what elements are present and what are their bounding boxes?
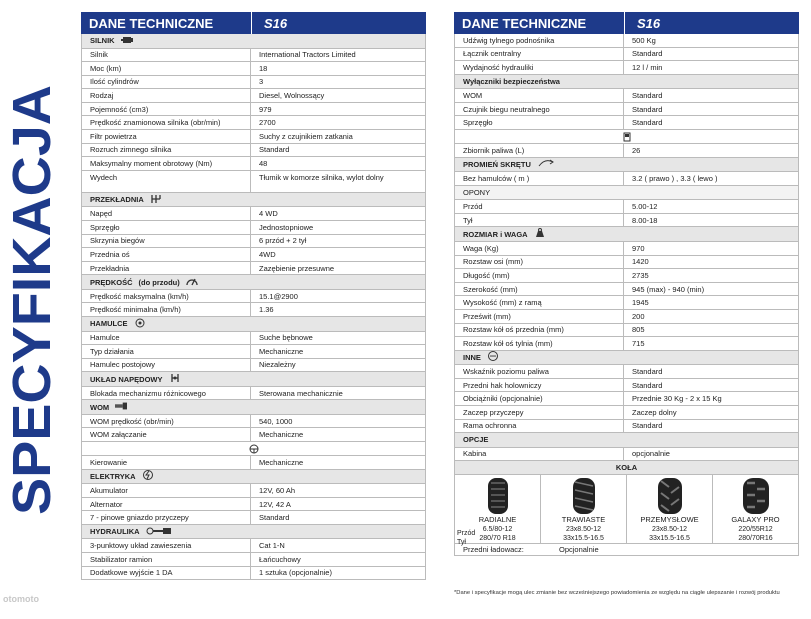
spec-row — [81, 89, 426, 103]
spec-label: Moc (km) — [82, 62, 251, 75]
spec-row — [454, 379, 799, 393]
spec-row — [81, 359, 426, 373]
spec-row — [454, 337, 799, 351]
spec-label: 3-punktowy układ zawieszenia — [82, 539, 251, 552]
wheel-option — [627, 475, 713, 543]
wheel-rear-size: 33x15.5-16.5 — [649, 534, 690, 542]
spec-value: Mechaniczne — [259, 430, 304, 440]
spec-label: Alternator — [82, 498, 251, 511]
spec-label: Maksymalny moment obrotowy (Nm) — [82, 157, 251, 170]
spec-label: WOM — [455, 89, 624, 102]
speedometer-icon — [186, 276, 198, 288]
section-header — [81, 470, 426, 485]
spec-label: Wydajność hydrauliki — [455, 61, 624, 74]
section-title: Wyłączniki bezpieczeństwa — [463, 77, 560, 87]
spec-row — [454, 392, 799, 406]
footnote: *Dane i specyfikacje mogą ulec zmianie bez wcześniejszego powiadomienia ze względu na ciągłe ulepszanie i rozwój produktu — [454, 590, 780, 596]
spec-row — [454, 61, 799, 75]
spec-label: Rozstaw kół oś przednia (mm) — [455, 324, 624, 337]
spec-label: Tył — [455, 214, 624, 227]
spec-label: Prędkość minimalna (km/h) — [82, 303, 251, 316]
watermark-logo: otomoto — [3, 594, 39, 604]
spec-label: Przekładnia — [82, 262, 251, 275]
spec-value: 500 Kg — [632, 35, 656, 45]
spec-row — [454, 89, 799, 103]
spec-value: 715 — [632, 338, 645, 348]
spec-value: Przednie 30 Kg - 2 x 15 Kg — [632, 394, 722, 404]
spec-row — [81, 456, 426, 470]
spec-value: 12V, 60 Ah — [259, 485, 296, 495]
spec-label: Rodzaj — [82, 89, 251, 102]
spec-row — [81, 144, 426, 158]
loader-value: Opcjonalnie — [559, 545, 599, 555]
section-header — [81, 193, 426, 208]
spec-label: Długość (mm) — [455, 269, 624, 282]
spec-row — [81, 511, 426, 525]
left-spec-table — [81, 12, 426, 580]
section-title: ROZMIAR i WAGA — [463, 229, 528, 239]
spec-row — [454, 200, 799, 214]
spec-value: 3.2 ( prawo ) , 3.3 ( lewo ) — [632, 173, 718, 183]
spec-value: 4 WD — [259, 209, 278, 219]
more-icon — [487, 351, 499, 363]
spec-label: Blokada mechanizmu różnicowego — [82, 387, 251, 400]
spec-value: Standard — [259, 145, 290, 155]
spec-row — [454, 448, 799, 462]
spec-row — [81, 207, 426, 221]
spec-row — [454, 34, 799, 48]
spec-value: 12V, 42 A — [259, 499, 291, 509]
spec-value: Mechaniczne — [259, 346, 304, 356]
spec-value: Standard — [632, 49, 663, 59]
section-title-suffix: (do przodu) — [138, 277, 180, 287]
spec-label: Akumulator — [82, 484, 251, 497]
drivetrain-icon — [169, 373, 181, 385]
spec-value: 970 — [632, 243, 645, 253]
left-header — [81, 12, 426, 34]
wheel-rear-size: 33x15.5-16.5 — [563, 534, 604, 542]
section-header — [81, 317, 426, 332]
spec-value: 1945 — [632, 298, 649, 308]
turning-icon — [537, 158, 557, 170]
pto-icon — [115, 401, 127, 413]
spec-label: Wydech — [82, 171, 251, 192]
tire-icon — [455, 475, 540, 515]
wheels-title: KOŁA — [455, 461, 798, 475]
weight-icon — [534, 228, 546, 240]
spec-label: Udźwig tylnego podnośnika — [455, 34, 624, 47]
spec-value: Jednostopniowe — [259, 222, 314, 232]
spec-value: 2735 — [632, 270, 649, 280]
spec-row — [81, 498, 426, 512]
spec-value: 200 — [632, 311, 645, 321]
spec-value: Standard — [632, 91, 663, 101]
spec-row — [81, 567, 426, 581]
section-title: HAMULCE — [90, 319, 128, 329]
steering-icon — [81, 442, 426, 456]
spec-label: Prześwit (mm) — [455, 310, 624, 323]
spec-row — [454, 214, 799, 228]
spec-label: Silnik — [82, 49, 251, 62]
spec-row — [454, 406, 799, 420]
spec-label: Waga (Kg) — [455, 242, 624, 255]
spec-label: WOM załączanie — [82, 428, 251, 441]
left-model-logo: S16 — [251, 12, 287, 34]
wheels-section — [454, 461, 799, 556]
right-header — [454, 12, 799, 34]
wheel-rear-size: 280/70R16 — [738, 534, 773, 542]
right-header-title: DANE TECHNICZNE — [462, 15, 587, 31]
spec-value: 3 — [259, 77, 264, 87]
section-title: UKŁAD NAPĘDOWY — [90, 374, 163, 384]
brake-icon — [134, 318, 146, 330]
rear-label: Tył — [457, 538, 466, 546]
right-spec-table — [454, 12, 799, 556]
tire-icon — [541, 475, 626, 515]
spec-row — [81, 171, 426, 193]
wheel-axle-labels — [457, 530, 475, 547]
spec-value: 5.00-12 — [632, 202, 658, 212]
spec-value: 18 — [259, 63, 268, 73]
section-title: ELEKTRYKA — [90, 471, 136, 481]
engine-icon — [121, 35, 133, 47]
spec-row — [81, 303, 426, 317]
spec-row — [454, 310, 799, 324]
wheel-front-size: 220/55R12 — [738, 526, 773, 534]
section-title: HYDRAULIKA — [90, 527, 140, 537]
spec-label: Rozstaw osi (mm) — [455, 256, 624, 269]
spec-value: 15.1@2900 — [259, 291, 298, 301]
spec-value: Łańcuchowy — [259, 554, 301, 564]
spec-row — [81, 116, 426, 130]
spec-label: Rama ochronna — [455, 420, 624, 433]
spec-value: Standard — [632, 421, 663, 431]
spec-value: Cat 1-N — [259, 541, 285, 551]
spec-label: Typ działania — [82, 345, 251, 358]
section-header — [81, 34, 426, 49]
spec-label: Prędkość maksymalna (km/h) — [82, 290, 251, 303]
section-header — [454, 433, 799, 448]
section-header — [454, 186, 799, 201]
wheel-option — [541, 475, 627, 543]
spec-value: Niezależny — [259, 360, 296, 370]
spec-value: 8.00-18 — [632, 215, 658, 225]
spec-row — [81, 262, 426, 276]
spec-value: Zaczep dolny — [632, 407, 677, 417]
section-header — [81, 275, 426, 290]
spec-value: Standard — [259, 513, 290, 523]
spec-value: 1 sztuka (opcjonalnie) — [259, 568, 332, 578]
spec-row — [81, 49, 426, 63]
spec-row — [454, 172, 799, 186]
spec-value: Zazębienie przesuwne — [259, 263, 335, 273]
spec-value: 805 — [632, 325, 645, 335]
spec-value: Diesel, Wolnossący — [259, 91, 325, 101]
spec-value: 2700 — [259, 118, 276, 128]
section-header — [454, 158, 799, 173]
spec-label: Przednia oś — [82, 248, 251, 261]
spec-row — [81, 130, 426, 144]
spec-label: Kierowanie — [82, 456, 251, 469]
spec-row — [81, 428, 426, 442]
spec-label: Ilość cylindrów — [82, 76, 251, 89]
spec-value: 1.36 — [259, 305, 274, 315]
section-title: PROMIEŃ SKRĘTU — [463, 159, 531, 169]
spec-row — [81, 157, 426, 171]
spec-row — [454, 116, 799, 130]
spec-row — [454, 296, 799, 310]
section-title: SILNIK — [90, 36, 115, 46]
wheel-front-size: 23x8.50-12 — [565, 526, 602, 534]
vertical-title-text: SPECYFIKACJA — [6, 97, 62, 515]
spec-value: 1420 — [632, 257, 649, 267]
spec-row — [454, 48, 799, 62]
wheel-name: GALAXY PRO — [731, 515, 780, 525]
spec-row — [454, 324, 799, 338]
loader-label: Przedni ładowacz: — [463, 545, 524, 555]
section-header — [81, 400, 426, 415]
spec-label: Rozruch zimnego silnika — [82, 144, 251, 157]
gearbox-icon — [150, 194, 162, 206]
spec-row — [81, 553, 426, 567]
section-title: WOM — [90, 402, 110, 412]
spec-label: Łącznik centralny — [455, 48, 624, 61]
spec-label: Przedni hak holowniczy — [455, 379, 624, 392]
spec-label: Napęd — [82, 207, 251, 220]
spec-label: Dodatkowe wyjście 1 DA — [82, 567, 251, 580]
front-label: Przód — [457, 530, 476, 538]
vertical-title — [6, 80, 66, 520]
section-title: INNE — [463, 352, 481, 362]
spec-value: 26 — [632, 145, 641, 155]
section-header — [81, 525, 426, 540]
spec-row — [81, 387, 426, 401]
section-header — [454, 75, 799, 90]
section-title: PRZEKŁADNIA — [90, 195, 144, 205]
spec-label: Skrzynia biegów — [82, 235, 251, 248]
left-header-title: DANE TECHNICZNE — [89, 15, 214, 31]
spec-label: Czujnik biegu neutralnego — [455, 103, 624, 116]
spec-row — [81, 484, 426, 498]
spec-row — [81, 539, 426, 553]
spec-row — [81, 415, 426, 429]
hydraulics-icon — [146, 526, 172, 538]
spec-value: Standard — [632, 118, 663, 128]
spec-value: 979 — [259, 104, 272, 114]
spec-row — [81, 345, 426, 359]
spec-label: Prędkość znamionowa silnika (obr/min) — [82, 116, 251, 129]
spec-row — [81, 62, 426, 76]
spec-value: opcjonalnie — [632, 449, 670, 459]
spec-label: Obciążniki (opcjonalnie) — [455, 392, 624, 405]
spec-label: Bez hamulców ( m ) — [455, 172, 624, 185]
electric-icon — [142, 470, 154, 482]
spec-label: Filtr powietrza — [82, 130, 251, 143]
spec-value: 4WD — [259, 249, 276, 259]
spec-value: Standard — [632, 380, 663, 390]
spec-label: Sprzęgło — [455, 116, 624, 129]
spec-label: Zbiornik paliwa (L) — [455, 144, 624, 157]
spec-value: 48 — [259, 159, 268, 169]
section-title: OPONY — [463, 188, 491, 197]
loader-row — [455, 543, 798, 555]
spec-row — [454, 420, 799, 434]
spec-row — [81, 235, 426, 249]
section-title: OPCJE — [463, 435, 489, 445]
section-header — [454, 227, 799, 242]
section-header — [81, 372, 426, 387]
section-title: PRĘDKOŚĆ — [90, 277, 133, 287]
spec-label: Przód — [455, 200, 624, 213]
spec-value: Mechaniczne — [259, 457, 304, 467]
spec-label: Stabilizator ramion — [82, 553, 251, 566]
spec-label: Sprzęgło — [82, 221, 251, 234]
spec-value: International Tractors Limited — [259, 50, 356, 60]
spec-value: Standard — [632, 366, 663, 376]
spec-value: 6 przód + 2 tył — [259, 236, 307, 246]
wheel-name: RADIALNE — [478, 515, 517, 525]
spec-label: Wskaźnik poziomu paliwa — [455, 365, 624, 378]
wheel-name: TRAWIASTE — [561, 515, 606, 525]
spec-label: Hamulce — [82, 332, 251, 345]
spec-label: Pojemność (cm3) — [82, 103, 251, 116]
wheel-name: PRZEMYSŁOWE — [640, 515, 699, 525]
spec-value: Tłumik w komorze silnika, wylot dolny — [259, 172, 384, 182]
spec-label: WOM prędkość (obr/min) — [82, 415, 251, 428]
right-model-logo: S16 — [624, 12, 660, 34]
spec-row — [454, 365, 799, 379]
spec-label: Hamulec postojowy — [82, 359, 251, 372]
spec-row — [454, 269, 799, 283]
spec-row — [454, 283, 799, 297]
spec-label: Rozstaw kół oś tylnia (mm) — [455, 337, 624, 350]
spec-row — [81, 290, 426, 304]
spec-row — [454, 242, 799, 256]
spec-value: Sterowana mechanicznie — [259, 388, 343, 398]
spec-label: 7 - pinowe gniazdo przyczepy — [82, 511, 251, 524]
spec-value: Standard — [632, 104, 663, 114]
section-header — [454, 351, 799, 366]
spec-value: Suchy z czujnikiem zatkania — [259, 131, 353, 141]
spec-row — [81, 332, 426, 346]
spec-row — [81, 76, 426, 90]
spec-row — [81, 248, 426, 262]
wheel-rear-size: 280/70 R18 — [479, 534, 516, 542]
fuel-icon — [454, 130, 799, 144]
wheel-front-size: 6.5/80-12 — [482, 526, 513, 534]
wheel-option — [713, 475, 798, 543]
spec-value: 540, 1000 — [259, 416, 293, 426]
wheel-front-size: 23x8.50-12 — [651, 526, 688, 534]
spec-label: Kabina — [455, 448, 624, 461]
spec-label: Szerokość (mm) — [455, 283, 624, 296]
spec-value: Suche bębnowe — [259, 333, 313, 343]
spec-label: Wysokość (mm) z ramą — [455, 296, 624, 309]
spec-value: 12 l / min — [632, 62, 663, 72]
spec-row — [81, 103, 426, 117]
spec-value: 945 (max) - 940 (min) — [632, 284, 705, 294]
spec-row — [454, 103, 799, 117]
tire-icon — [627, 475, 712, 515]
spec-label: Zaczep przyczepy — [455, 406, 624, 419]
spec-row — [81, 221, 426, 235]
spec-row — [454, 256, 799, 270]
tire-icon — [713, 475, 798, 515]
spec-row — [454, 144, 799, 158]
